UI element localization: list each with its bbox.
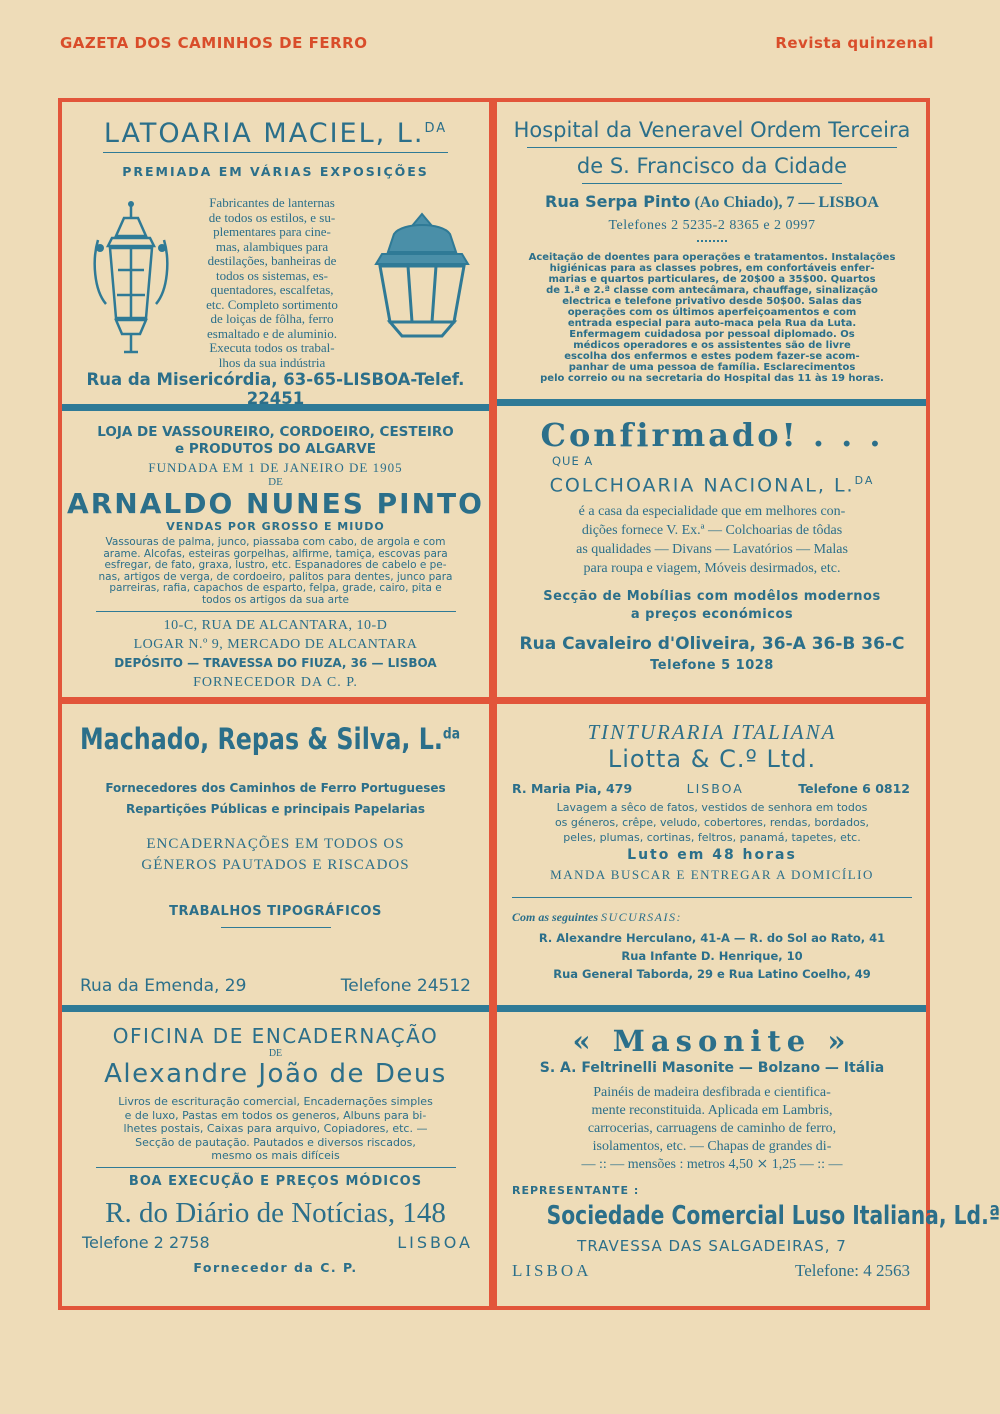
magazine-frequency: Revista quinzenal [775, 34, 934, 52]
product-list: Vassouras de palma, junco, piassaba com cabo, de argola e com arame. Alcofas, esteiras gorpelhas, alfirme, tamiça, escovas para esfregar, de fato, graxa, lustro, etc. Espanadores de cabelo e pe- nas, artigos de verga, de cordoeiro, palitos para dentes, junco para parreiras, rafia, capachos de esparto, felpa, grade, cairo, pita e todos os artigos da sua arte [98, 536, 453, 606]
quality-note: BOA EXECUÇÃO E PREÇOS MÓDICOS [128, 1173, 423, 1189]
ad-alexandre-joao-de-deus [66, 1016, 485, 1302]
contact-row [512, 781, 910, 796]
row-divider [497, 697, 926, 704]
supplier-note: Fornecedor da C. P. [193, 1259, 358, 1275]
ad-colchoaria-nacional [500, 410, 924, 694]
manufacturer: S. A. Feltrinelli Masonite — Bolzano — Itália [539, 1060, 885, 1076]
deposit-address: DEPÓSITO — TRAVESSA DO FIUZA, 36 — LISBOA [114, 656, 437, 670]
hanging-lantern-icon [372, 212, 472, 342]
ad-machado-repas-silva [66, 708, 485, 1002]
representative-city: LISBOA [512, 1261, 592, 1280]
owner-name: ARNALDO NUNES PINTO [67, 487, 484, 520]
ad-tinturaria-italiana [500, 710, 924, 1002]
row-divider [62, 1005, 489, 1012]
delivery-service: MANDA BUSCAR E ENTREGAR A DOMICÍLIO [550, 867, 874, 882]
contact-row [512, 1261, 910, 1281]
workshop-type: OFICINA DE ENCADERNAÇÃO [112, 1024, 439, 1048]
company-address: Rua da Misericórdia, 63-65-LISBOA-Telef. 22451 [86, 370, 465, 408]
shop-type: LOJA DE VASSOUREIRO, CORDOEIRO, CESTEIRO e PRODUTOS DO ALGARVE [97, 424, 454, 457]
company-name: COLCHOARIA NACIONAL, L.$^{DA}$ [549, 474, 875, 497]
hospital-phones: Telefones 2 5235-2 8365 e 2 0997 [608, 218, 816, 233]
company-name: LATOARIA MACIEL, L.$^{DA}$ [103, 118, 448, 149]
bookbinding-note: ENCADERNAÇÕES EM TODOS OS GÉNEROS PAUTADOS E RISCADOS [141, 836, 410, 873]
supplier-note: FORNECEDOR DA C. P. [193, 675, 358, 690]
representative-phone: Telefone: 4 2563 [795, 1261, 910, 1280]
name-prefix: DE [268, 1048, 283, 1059]
typographic-works: TRABALHOS TIPOGRÁFICOS [169, 904, 382, 919]
company-name: Machado, Repas & Silva, L.$^{da}$ [80, 722, 461, 756]
founding-date: FUNDADA EM 1 DE JANEIRO DE 1905 [148, 460, 403, 475]
row-divider [497, 399, 926, 406]
contact-row [80, 976, 471, 996]
company-phone: Telefone 5 1028 [650, 658, 774, 674]
product-description: Fabricantes de lanternas de todos os estilos, e su- plementares para cine- mas, alambiques para destilações, banheiras de todos os sistemas, es- quentadores, escalfetas, etc. Completo sortimento de loiças de fôlha, ferro esmaltado e de aluminio. Executa todos os trabal- lhos da sua indústria [206, 195, 338, 370]
branches-list: R. Alexandre Herculano, 41-A — R. do Sol ao Rato, 41 Rua Infante D. Henrique, 10 Rua General Taborda, 29 e Rua Latino Coelho, 49 [538, 931, 886, 981]
company-phone: Telefone 24512 [340, 976, 471, 996]
services-description: Livros de escrituração comercial, Encadernações simples e de luxo, Pastas em todos os generos, Albuns para bi- lhetes postais, Caixas para arquivo, Copiadores, etc. — Secção de pautação. Pautados e diversos riscados, mesmo os mais difíceis [118, 1095, 433, 1162]
company-street: Rua da Emenda, 29 [80, 976, 247, 996]
company-city: LISBOA [686, 781, 744, 796]
hospital-address: Rua Serpa Pinto (Ao Chiado), 7 — LISBOA [545, 192, 879, 211]
contact-row [82, 1233, 473, 1252]
brand-name: « Masonite » [572, 1024, 852, 1058]
row-divider [497, 1005, 926, 1012]
representative-label: REPRESENTANTE : [512, 1184, 640, 1197]
name-prefix: DE [268, 476, 283, 488]
hospital-name: Hospital da Veneravel Ordem Terceira de S. Francisco da Cidade [513, 118, 911, 178]
mourning-service: Luto em 48 horas [627, 847, 797, 863]
ad-latoaria-maciel [66, 104, 485, 408]
company-description: é a casa da especialidade que em melhores con- dições fornece V. Ex.ª — Colchoarias de tôdas as qualidades — Divans — Lavatórios — Malas para roupa e viagem, Móveis desirmados, etc. [576, 504, 848, 577]
ad-hospital-ordem-terceira [500, 104, 924, 396]
representative-street: TRAVESSA DAS SALGADEIRAS, 7 [577, 1237, 847, 1255]
ad-arnaldo-nunes-pinto [66, 414, 485, 694]
column-divider [489, 98, 497, 1310]
clients-list: Fornecedores dos Caminhos de Ferro Portugueses Repartições Públicas e principais Papelarias [105, 781, 446, 816]
workshop-city: LISBOA [397, 1232, 473, 1252]
tagline: PREMIADA EM VÁRIAS EXPOSIÇÕES [122, 164, 429, 179]
company-street: R. Maria Pia, 479 [512, 781, 633, 796]
furniture-section: Secção de Mobílias com modêlos modernos a preços económicos [543, 589, 881, 623]
row-divider [62, 697, 489, 704]
sales-type: VENDAS POR GROSSO E MIUDO [166, 520, 385, 533]
company-phone: Telefone 6 0812 [798, 781, 910, 796]
product-description: Painéis de madeira desfibrada e cientifica- mente reconstituida. Aplicada em Lambris, carrocerias, carruagens de caminho de ferro, isolamentos, etc. — Chapas de grandes di- — :: — mensões : metros 4,50 ⨯ 1,25 — :: — [581, 1085, 843, 1172]
business-name: TINTURARIA ITALIANA [587, 720, 837, 744]
ad-masonite [500, 1016, 1000, 1302]
company-name: Liotta & C.º Ltd. [607, 745, 817, 773]
street-lantern-icon [88, 200, 174, 360]
hospital-description: Aceitação de doentes para operações e tratamentos. Instalações higiénicas para as classes pobres, em confortáveis enfer- marias e quartos particulares, de 20$00 a 35$00. Quartos de 1.ª e 2.ª classe com antecâmara, chauffage, sinalização electrica e telefone privativo desde 50$00. Salas das operações com os últimos aperfeiçoamentos e com entrada especial para auto-maca pela Rua da Luta. Enfermagem cuidadosa por pessoal diplomado. Os médicos operadores e os assistentes são de livre escolha dos enfermos e estes podem fazer-se acom- panhar de uma pessoa de família. Esclarecimentos pelo correio ou na secretaria do Hospital das 11 às 19 horas. [528, 252, 896, 384]
representative-name: Sociedade Comercial Luso Italiana, Ld.ª [546, 1201, 1000, 1231]
shop-addresses: 10-C, RUA DE ALCANTARA, 10-D LOGAR N.º 9, MERCADO DE ALCANTARA [133, 618, 418, 652]
workshop-phone: Telefone 2 2758 [82, 1232, 210, 1252]
owner-name: Alexandre João de Deus [104, 1059, 447, 1089]
branches-intro: Com as seguintes SUCURSAIS: [512, 910, 683, 924]
services-description: Lavagem a sêco de fatos, vestidos de senhora em todos os géneros, crêpe, veludo, cobertores, rendas, bordados, peles, plumas, cortinas, feltros, panamá, tapetes, etc. [554, 801, 870, 844]
headline: Confirmado! . . . [540, 416, 884, 454]
company-address: Rua Cavaleiro d'Oliveira, 36-A 36-B 36-C [519, 634, 905, 655]
headline-connector: QUE A [552, 454, 594, 468]
magazine-title: GAZETA DOS CAMINHOS DE FERRO [60, 34, 368, 52]
workshop-address: R. do Diário de Notícias, 148 [105, 1196, 446, 1229]
ornament [697, 240, 727, 242]
